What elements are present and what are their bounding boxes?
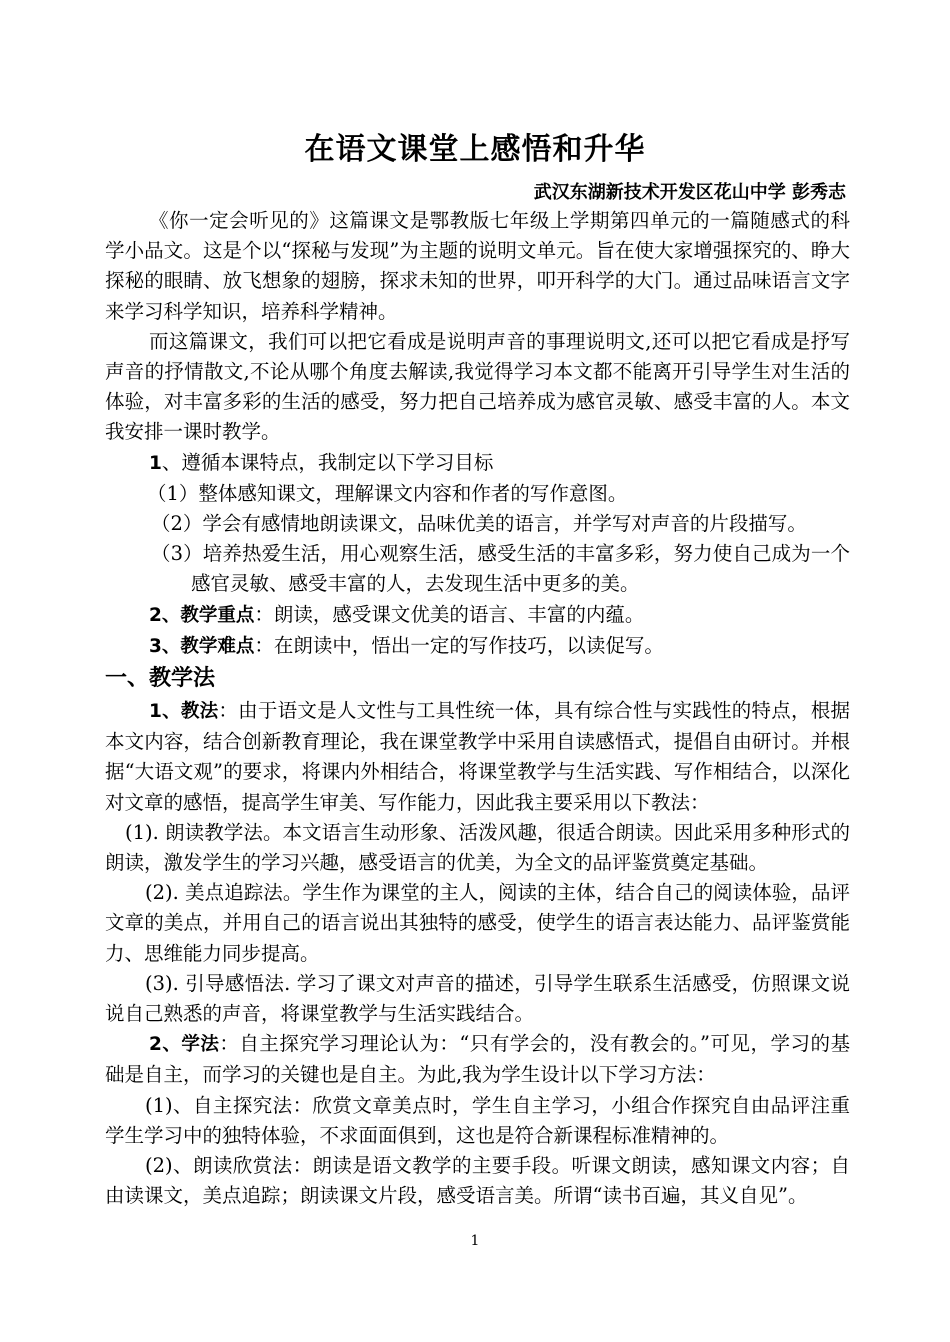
difficult-point-text: ：在朗读中，悟出一定的写作技巧，以读促写。 — [254, 633, 664, 657]
paragraph-approach: 而这篇课文，我们可以把它看成是说明声音的事理说明文,还可以把它看成是抒写声音的抒情散文,不论从哪个角度去解读,我觉得学习本文都不能离开引导学生对生活的体验，对丰富多彩的生活的感受，努力把自己培养成为感官灵敏、感受丰富的人。本文我安排一课时教学。 — [105, 329, 850, 444]
document-body — [105, 206, 850, 1212]
difficult-point — [105, 631, 850, 662]
difficult-point-label: 3、教学难点 — [149, 635, 255, 657]
learning-method-text: ：自主探究学习理论认为：“只有学会的，没有教会的。”可见，学习的基础是自主，而学习的关键也是自主。为此,我为学生设计以下学习方法： — [105, 1032, 850, 1087]
goal-item-2: （2）学会有感情地朗读课文，品味优美的语言，并学写对声音的片段描写。 — [151, 512, 807, 536]
author-line: 武汉东湖新技术开发区花山中学 彭秀志 — [533, 182, 846, 203]
teaching-method-label: 1、教法 — [149, 701, 219, 723]
teaching-method-paragraph — [105, 696, 850, 818]
key-point-text: ：朗读，感受课文优美的语言、丰富的内蕴。 — [254, 602, 645, 626]
method-item-2: (2). 美点追踪法。学生作为课堂的主人，阅读的主体，结合自己的阅读体验，品评文章的美点，并用自己的语言说出其独特的感受，使学生的语言表达能力、品评鉴赏能力、思维能力同步提高。 — [105, 881, 850, 965]
goals-heading — [105, 448, 850, 479]
section-heading-teaching-methods: 一、教学法 — [105, 666, 216, 692]
teaching-method-text: ：由于语文是人文性与工具性统一体，具有综合性与实践性的特点，根据本文内容，结合创新教育理论，我在课堂教学中采用自读感悟式，提倡自由研讨。并根据“大语文观”的要求，将课内外相结合，将课堂教学与生活实践、写作相结合，以深化对文章的感悟，提高学生审美、写作能力，因此我主要采用以下教法： — [105, 699, 850, 814]
learning-item-1: (1)、自主探究法：欣赏文章美点时，学生自主学习，小组合作探究自由品评注重学生学习中的独特体验，不求面面俱到，这也是符合新课程标准精神的。 — [105, 1093, 850, 1147]
page-number: 1 — [470, 1233, 480, 1249]
document-title: 在语文课堂上感悟和升华 — [304, 132, 646, 167]
key-point — [105, 600, 850, 631]
paragraph-intro: 《你一定会听见的》这篇课文是鄂教版七年级上学期第四单元的一篇随感式的科学小品文。这是个以“探秘与发现”为主题的说明文单元。旨在使大家增强探究的、睁大探秘的眼睛、放飞想象的翅膀，探求未知的世界，叩开科学的大门。通过品味语言文字来学习科学知识，培养科学精神。 — [105, 209, 850, 323]
key-point-label: 2、教学重点 — [149, 604, 255, 626]
learning-method-paragraph — [105, 1029, 850, 1090]
method-item-1: (1). 朗读教学法。本文语言生动形象、活泼风趣，很适合朗读。因此采用多种形式的朗读，激发学生的学习兴趣，感受语言的优美，为全文的品评鉴赏奠定基础。 — [105, 820, 850, 875]
learning-method-label: 2、学法 — [149, 1034, 220, 1056]
goals-heading-number: 1 — [149, 452, 162, 474]
goal-item-3: （3）培养热爱生活，用心观察生活，感受生活的丰富多彩，努力使自己成为一个感官灵敏、感受丰富的人，去发现生活中更多的美。 — [151, 542, 850, 596]
learning-item-2: (2)、朗读欣赏法：朗读是语文教学的主要手段。听课文朗读，感知课文内容；自由读课文，美点追踪；朗读课文片段，感受语言美。所谓“读书百遍，其义自见”。 — [105, 1154, 850, 1208]
goal-item-1: （1）整体感知课文，理解课文内容和作者的写作意图。 — [147, 481, 628, 505]
goals-heading-text: 、遵循本课特点，我制定以下学习目标 — [161, 450, 494, 474]
method-item-3: (3). 引导感悟法. 学习了课文对声音的描述，引导学生联系生活感受，仿照课文说说自己熟悉的声音，将课堂教学与生活实践结合。 — [105, 971, 850, 1026]
